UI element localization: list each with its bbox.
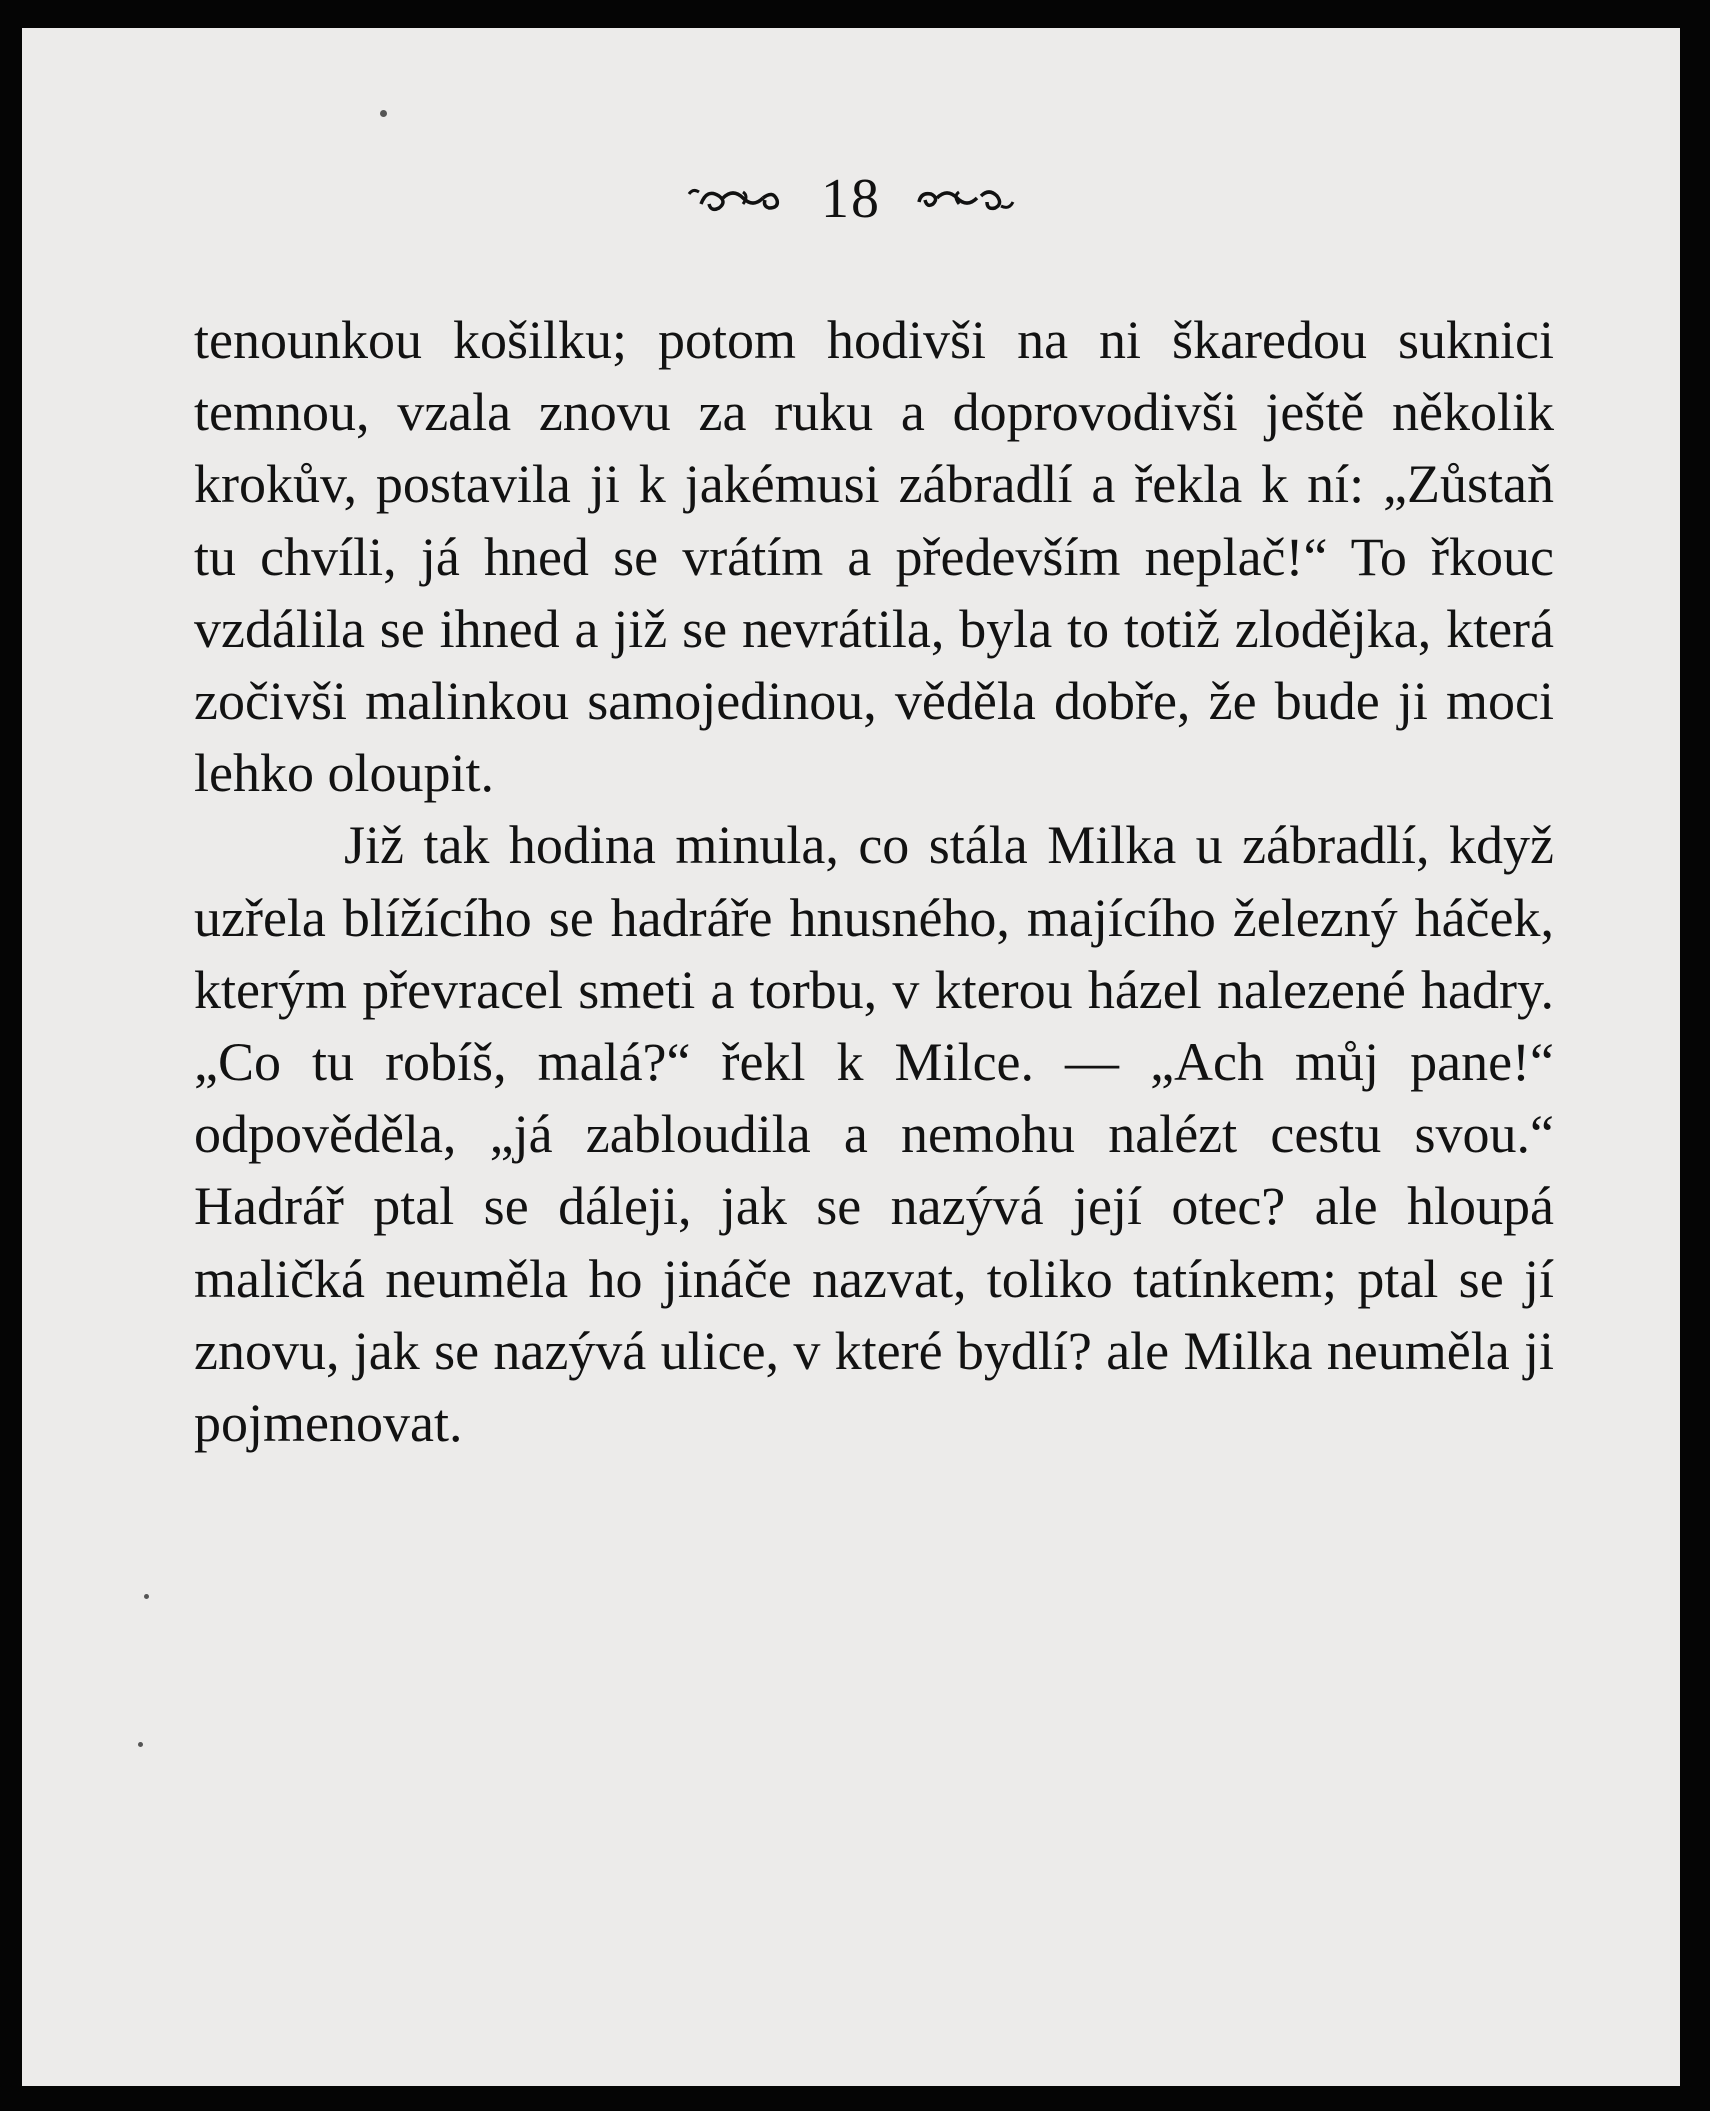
page-header <box>22 164 1680 234</box>
paragraph-1: tenounkou košilku; potom hodivši na ni škaredou suknici temnou, vzala znovu za ruku a doprovodivši ještě několik krokův, postavila ji k jakémusi zábradlí a řekla k ní: „Zůstaň tu chvíli, já hned se vrátím a především neplač!“ To řkouc vzdálila se ihned a již se nevrátila, byla to totiž zlodějka, která zočivši malinkou samojedinou, věděla dobře, že bude ji moci lehko oloupit. <box>194 310 1554 804</box>
page-number: 18 <box>821 168 881 230</box>
scan-speck <box>144 1594 149 1599</box>
scan-speck <box>138 1742 143 1747</box>
paragraph-2: Již tak hodina minula, co stála Milka u zábradlí, když uzřela blížícího se hadráře hnusného, majícího železný háček, kterým převracel smeti a torbu, v kterou házel nalezené hadry. „Co tu robíš, malá?“ řekl k Milce. — „Ach můj pane!“ odpověděla, „já zabloudila a nemohu nalézt cestu svou.“ Hadrář ptal se dáleji, jak se nazývá její otec? ale hloupá maličká neuměla ho jináče nazvat, toliko tatínkem; ptal se jí znovu, jak se nazývá ulice, v které bydlí? ale Milka neuměla ji pojmenovat. <box>194 815 1554 1454</box>
floral-ornament-right-icon <box>911 182 1019 216</box>
book-page <box>22 28 1680 2086</box>
body-text <box>194 304 1554 1459</box>
floral-ornament-left-icon <box>683 182 791 216</box>
scan-speck <box>380 110 387 117</box>
